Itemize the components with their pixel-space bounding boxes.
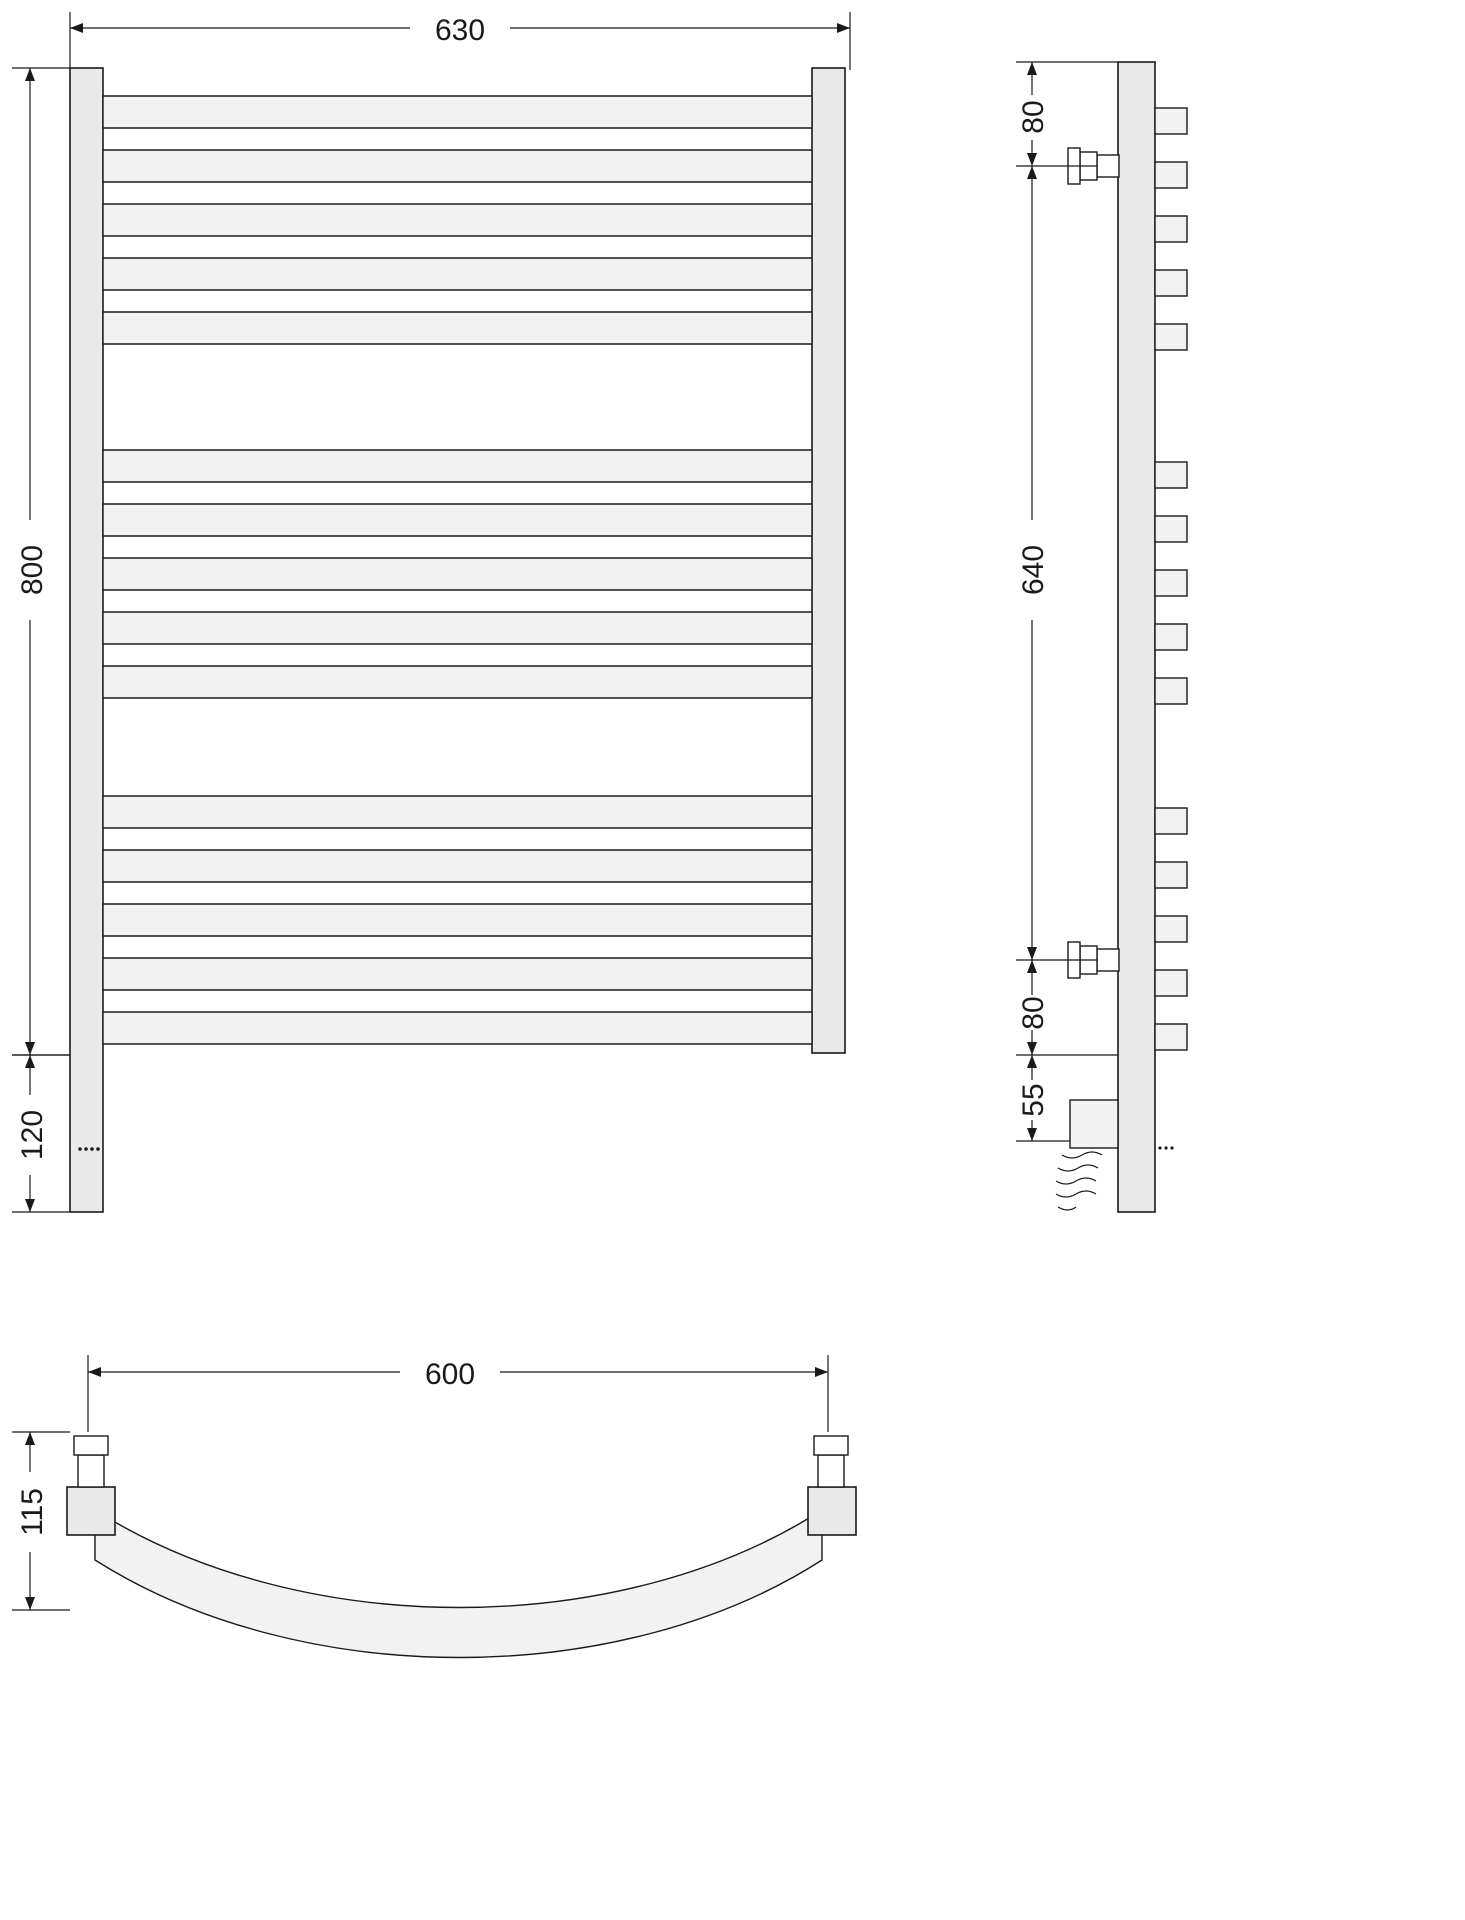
dimension-label-side-80-bottom: 80 (1017, 996, 1050, 1030)
side-view (1016, 62, 1187, 1212)
dimension-label-side-55: 55 (1017, 1083, 1050, 1117)
heating-element (1056, 1100, 1118, 1210)
dimension-label-width-630: 630 (434, 14, 486, 47)
dimension-label-leg-120: 120 (16, 1109, 49, 1161)
dimension-label-height-800: 800 (16, 544, 49, 596)
rail-group-upper (103, 96, 812, 344)
rail-group-lower (103, 796, 812, 1044)
rail-group-middle (103, 450, 812, 698)
dimension-label-top-600: 600 (424, 1358, 476, 1391)
dimension-label-side-640: 640 (1017, 544, 1050, 596)
top-view (12, 1355, 856, 1658)
dimension-label-top-115: 115 (16, 1488, 49, 1536)
dimension-label-side-80-top: 80 (1017, 100, 1050, 134)
front-view (12, 12, 850, 1212)
